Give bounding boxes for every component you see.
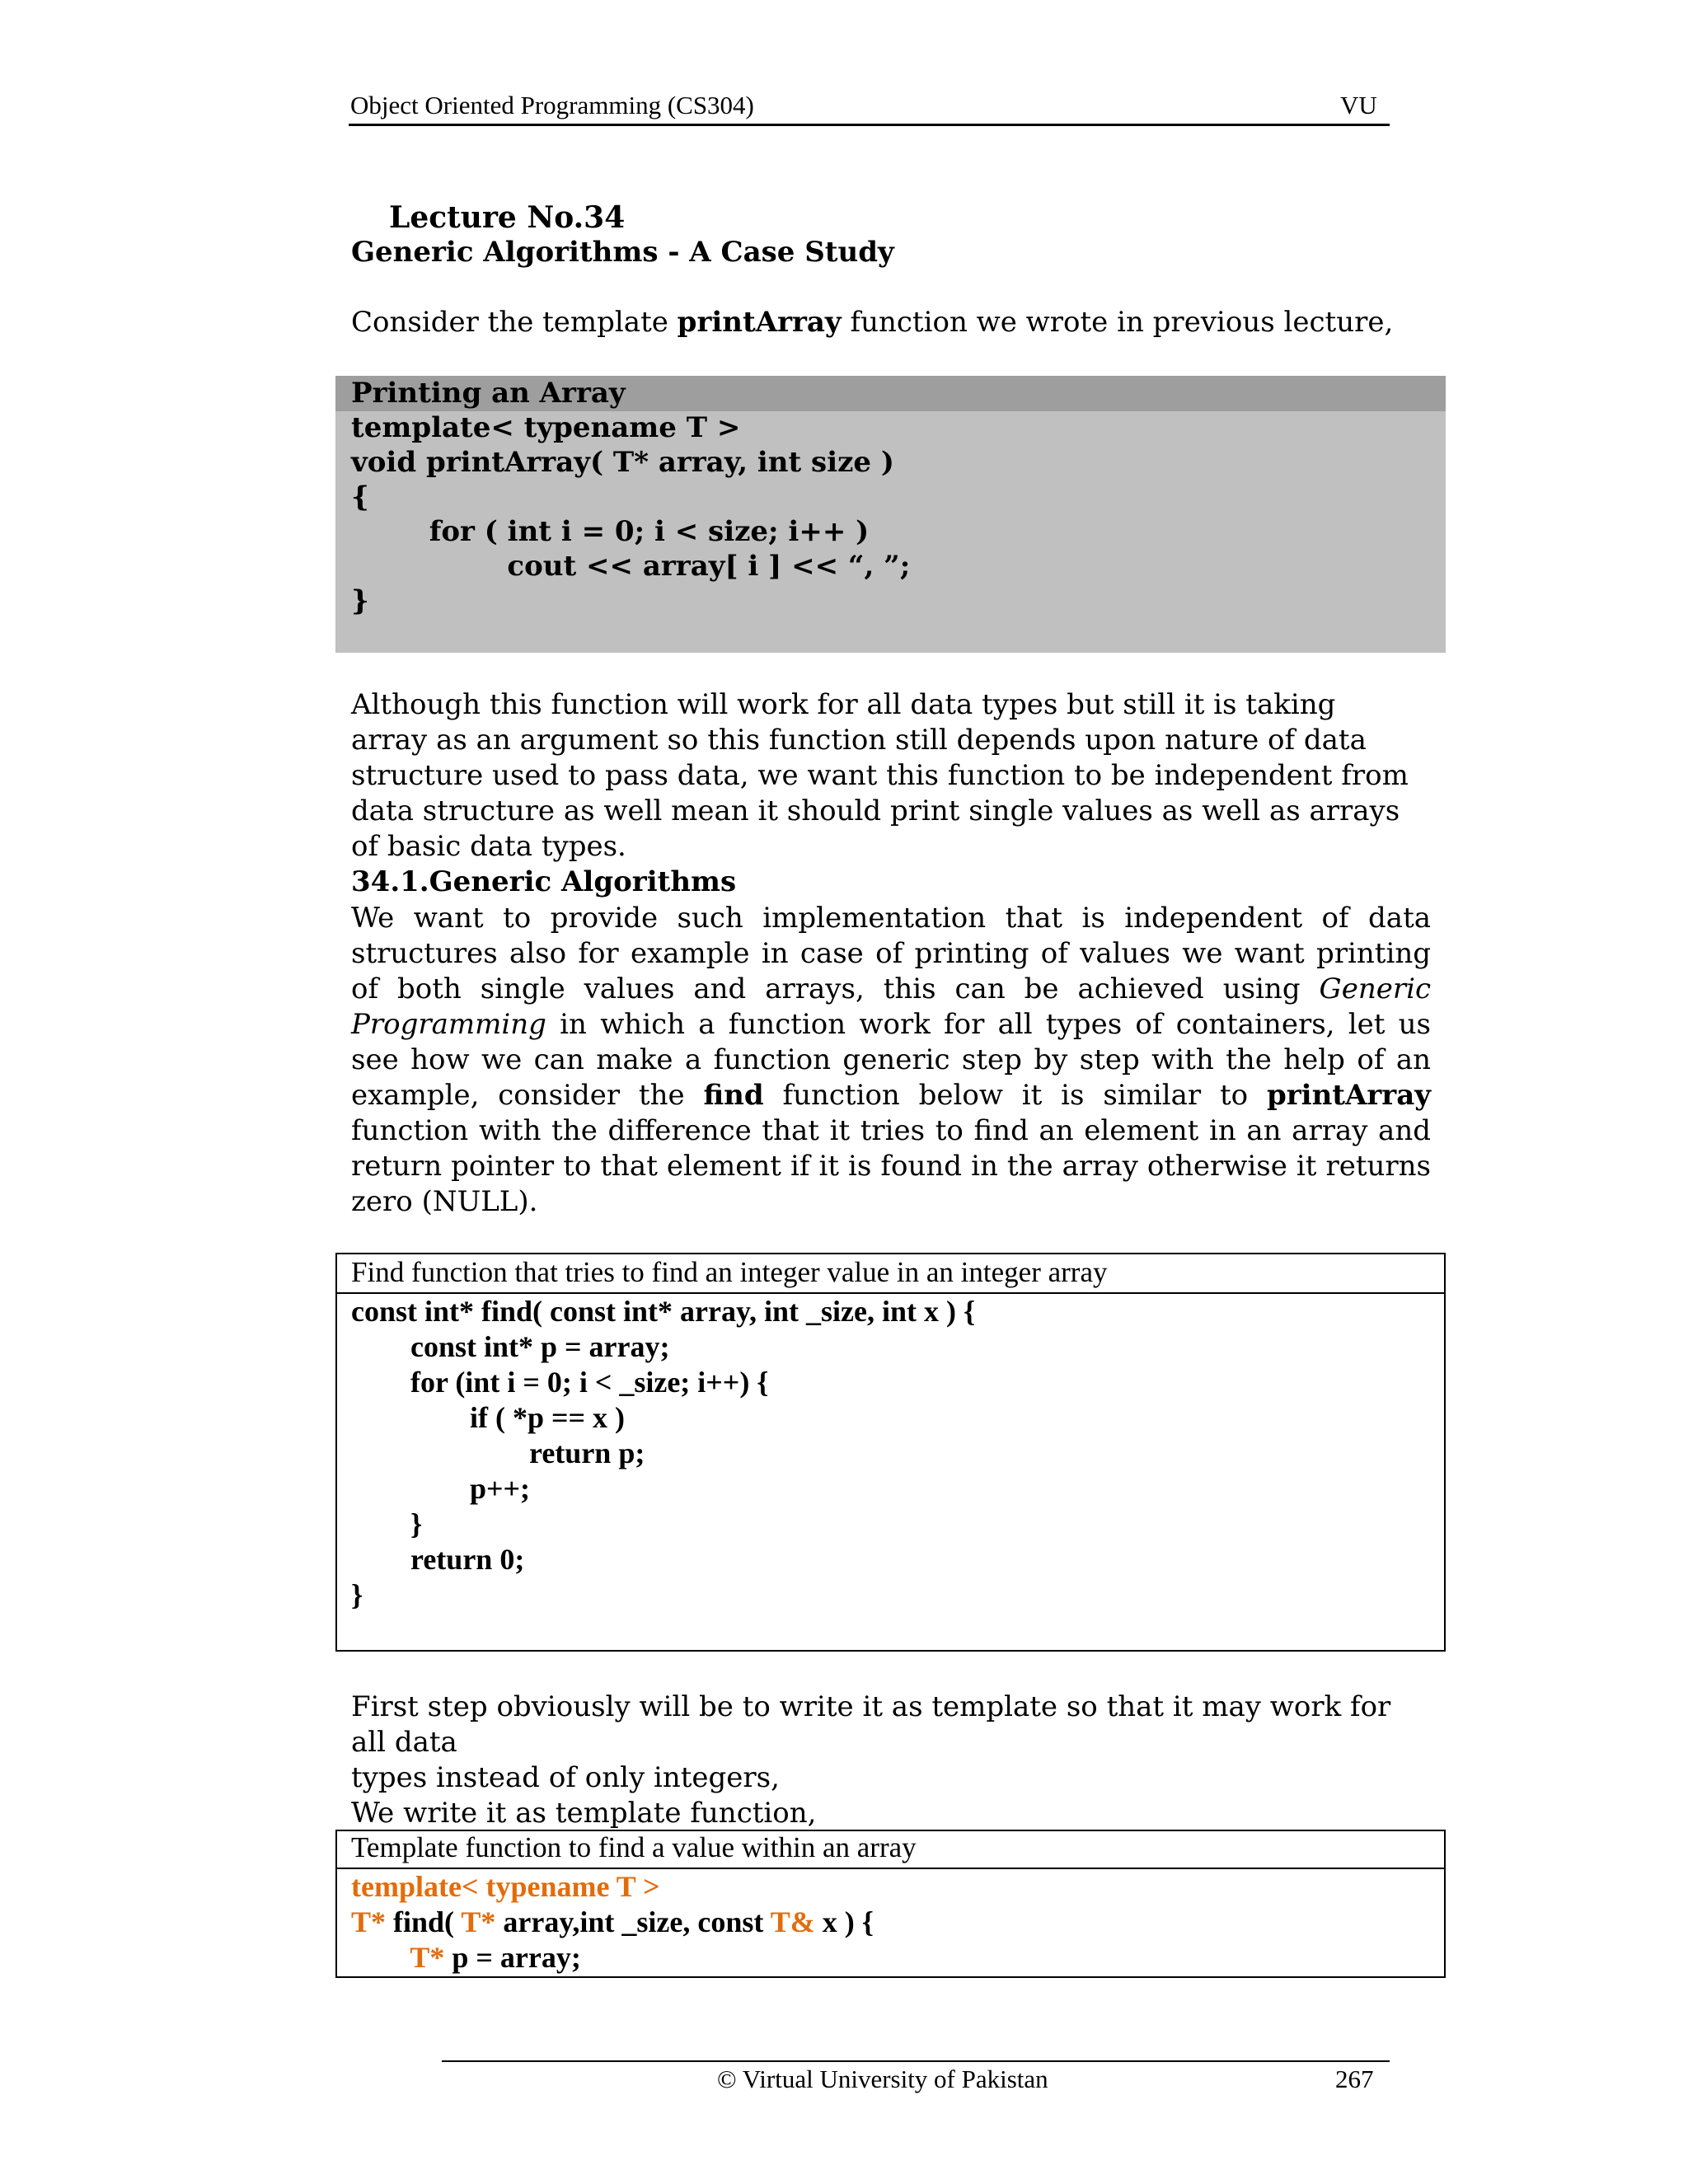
code-token: find( <box>386 1905 462 1938</box>
code-line-pointer <box>351 1940 581 1975</box>
code-token: p = array; <box>444 1941 581 1974</box>
code-line-signature <box>351 1905 874 1939</box>
code-line-template: template< typename T > <box>351 1870 660 1903</box>
code-line: for ( int i = 0; i < size; i++ ) <box>351 515 870 548</box>
intro-text: Consider the template <box>351 306 678 339</box>
code-line: if ( *p == x ) <box>351 1401 626 1434</box>
code-line: for (int i = 0; i < _size; i++) { <box>351 1366 769 1399</box>
code-line: return p; <box>351 1436 645 1469</box>
type-token: T& <box>770 1905 815 1938</box>
section-text: function below it is similar to <box>763 1079 1267 1112</box>
header-course: Object Oriented Programming (CS304) <box>350 91 754 120</box>
code-token: array,int _size, const <box>495 1905 771 1938</box>
code-token: x ) { <box>814 1905 874 1938</box>
section-text: in which a function work for all types of containers, let us see how we can make a function generic step by step with the help of an example, consider the <box>351 1008 1431 1112</box>
code-indent <box>351 1941 410 1974</box>
type-token: T* <box>461 1905 496 1938</box>
paragraph-line: We write it as template function, <box>351 1797 817 1830</box>
code-line: void printArray( T* array, int size ) <box>351 446 894 479</box>
code-line: } <box>351 1507 423 1540</box>
code-line: } <box>351 584 369 617</box>
intro-paragraph <box>351 305 1431 340</box>
section-text: We want to provide such implementation that is independent of data structures also for example in case of printing of values we want printing of both single values and arrays, this can be achieved using <box>351 902 1431 1005</box>
section-bold-find: find <box>703 1079 764 1112</box>
footer-copyright: © Virtual University of Pakistan <box>717 2064 1048 2093</box>
code-line: p++; <box>351 1472 531 1505</box>
code-line: { <box>351 480 369 513</box>
code-box-title: Find function that tries to find an integer value in an integer array <box>351 1256 1108 1288</box>
intro-text-end: function we wrote in previous lecture, <box>841 306 1394 339</box>
code-line: template< typename T > <box>351 411 741 444</box>
code-box-title: Template function to find a value within an array <box>351 1831 917 1863</box>
header-org: VU <box>1340 91 1377 120</box>
section-heading: 34.1.Generic Algorithms <box>351 865 737 898</box>
paragraph-template-step <box>351 1690 1431 1831</box>
intro-function-name: printArray <box>677 306 842 339</box>
section-bold-printarray: printArray <box>1266 1079 1431 1112</box>
section-paragraph <box>351 901 1431 1220</box>
header-rule <box>349 124 1390 126</box>
lecture-number: Lecture No.34 <box>389 200 626 235</box>
type-token: T* <box>410 1941 445 1974</box>
code-line: const int* find( const int* array, int _size, int x ) { <box>351 1295 976 1328</box>
page-number: 267 <box>1335 2064 1374 2093</box>
paragraph-line: First step obviously will be to write it as template so that it may work for all data <box>351 1690 1391 1759</box>
code-line: return 0; <box>351 1543 525 1576</box>
section-italic-term: Generic Programming <box>351 972 1431 1041</box>
type-token: T* <box>351 1905 387 1938</box>
paragraph-line: types instead of only integers, <box>351 1761 780 1794</box>
paragraph-dependency: Although this function will work for all data types but still it is taking array as an argument so this function still depends upon nature of data structure used to pass data, we want this function to be independent from data structure as well mean it should print single values as well as arrays of basic data types. <box>351 688 1409 863</box>
footer-rule <box>442 2060 1390 2062</box>
code-line: cout << array[ i ] << “, ”; <box>351 550 911 583</box>
code-box-title: Printing an Array <box>351 377 626 410</box>
lecture-title: Generic Algorithms - A Case Study <box>351 236 894 269</box>
code-line: const int* p = array; <box>351 1330 670 1363</box>
section-text: function with the difference that it tries to find an element in an array and return pointer to that element if it is found in the array otherwise it returns zero (NULL). <box>351 1114 1431 1218</box>
code-line: } <box>351 1578 363 1611</box>
